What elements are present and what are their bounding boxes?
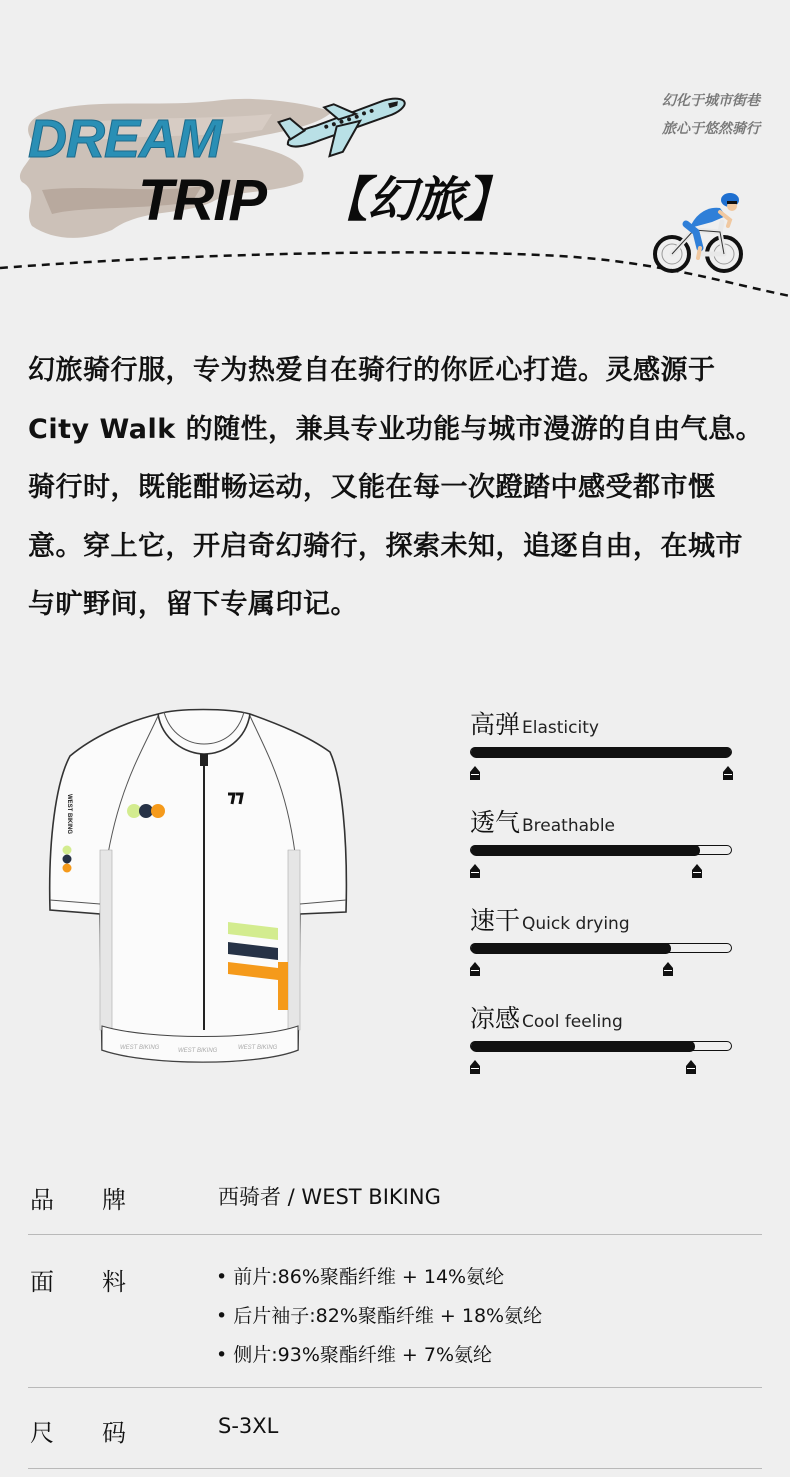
feature-en-label: Cool feeling [522, 1012, 623, 1032]
size-value: S-3XL [218, 1414, 279, 1438]
feature-breathable [470, 810, 732, 884]
brand-label: 品 牌 [30, 1186, 126, 1214]
dashed-travel-path [0, 240, 790, 310]
feature-en-label: Elasticity [522, 718, 599, 738]
airplane-icon [276, 88, 412, 158]
fabric-item: • 侧片:93%聚酯纤维 + 7%氨纶 [216, 1344, 493, 1366]
jersey-illustration [38, 700, 368, 1090]
fabric-label: 面 料 [30, 1268, 126, 1296]
start-marker-icon [470, 962, 480, 976]
feature-bar-fill [471, 1041, 695, 1052]
brand-value: 西骑者 / WEST BIKING [218, 1185, 441, 1209]
start-marker-icon [470, 864, 480, 878]
product-description: 幻旅骑行服，专为热爱自在骑行的你匠心打造。灵感源于 City Walk 的随性，兼具专业功能与城市漫游的自由气息。骑行时，既能酣畅运动，又能在每一次蹬踏中感受都市惬意。穿上它，开启奇幻骑行，探索未知，追逐自由，在城市与旷野间，留下专属印记。 [28, 355, 764, 620]
feature-bar [470, 943, 732, 953]
feature-bar-fill [471, 747, 731, 758]
svg-text:WEST BIKING: WEST BIKING [66, 794, 72, 834]
feature-cn-label: 高弹 [470, 710, 521, 739]
level-marker-icon [686, 1060, 696, 1074]
feature-bar [470, 747, 732, 757]
feature-elasticity [470, 712, 732, 786]
svg-text:WEST BIKING: WEST BIKING [178, 1048, 218, 1054]
feature-markers [470, 766, 732, 786]
size-label: 尺 码 [30, 1419, 126, 1447]
feature-en-label: Quick drying [522, 914, 630, 934]
feature-bar [470, 845, 732, 855]
slogan-line-2: 旅心于悠然骑行 [662, 121, 760, 137]
level-marker-icon [692, 864, 702, 878]
divider [28, 1468, 762, 1469]
svg-text:WEST BIKING: WEST BIKING [120, 1045, 160, 1051]
feature-markers [470, 1060, 732, 1080]
start-marker-icon [470, 1060, 480, 1074]
slogan-line-1: 幻化于城市街巷 [662, 93, 760, 109]
feature-bar-fill [471, 845, 700, 856]
feature-bar-fill [471, 943, 671, 954]
trip-chinese-title: 【幻旅】 [320, 172, 513, 228]
feature-markers [470, 962, 732, 982]
dream-title: DREAM [28, 109, 221, 169]
fabric-item: • 后片袖子:82%聚酯纤维 + 18%氨纶 [216, 1305, 543, 1327]
fabric-item: • 前片:86%聚酯纤维 + 14%氨纶 [216, 1266, 505, 1288]
feature-cn-label: 透气 [470, 808, 521, 837]
svg-text:WEST BIKING: WEST BIKING [238, 1045, 278, 1051]
feature-markers [470, 864, 732, 884]
feature-cn-label: 凉感 [470, 1004, 521, 1033]
divider [28, 1234, 762, 1235]
feature-quick-drying [470, 908, 732, 982]
level-marker-icon [723, 766, 733, 780]
divider [28, 1387, 762, 1388]
level-marker-icon [663, 962, 673, 976]
feature-cool-feeling [470, 1006, 732, 1080]
start-marker-icon [470, 766, 480, 780]
trip-title: TRIP [138, 168, 267, 233]
feature-bar [470, 1041, 732, 1051]
feature-en-label: Breathable [522, 816, 616, 836]
feature-cn-label: 速干 [470, 906, 521, 935]
